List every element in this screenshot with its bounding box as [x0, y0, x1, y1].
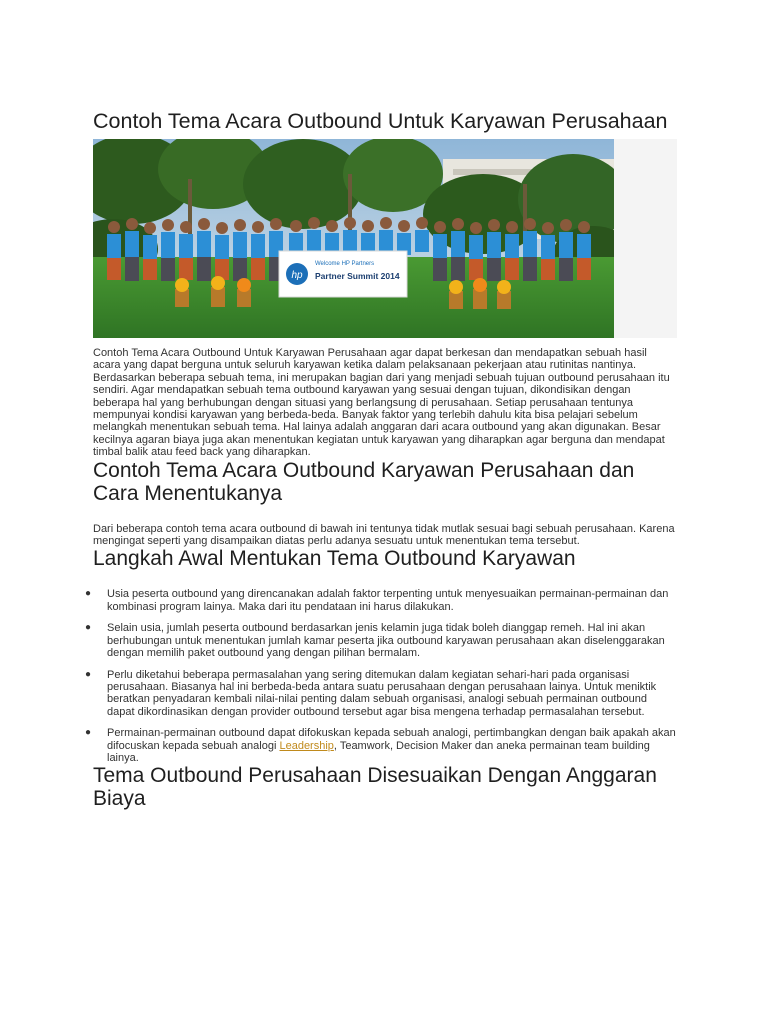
section1-paragraph: Dari beberapa contoh tema acara outbound di bawah ini tentunya tidak mutlak sesuai bagi sebuah perusahaan. Karena mengingat seperti yang disampaikan diatas perlu adanya sesuatu untuk menentukan tema tersebut. [93, 522, 675, 548]
intro-paragraph: Contoh Tema Acara Outbound Untuk Karyawan Perusahaan agar dapat berkesan dan mendapatkan sebuah hasil acara yang dapat berguna untuk seluruh karyawan ketika dalam pelaksanaan pekerjaan atau rutinitas nantinya. Berdasarkan beberapa sebuah tema, ini merupakan bagian dari yang menjadi sebuah tujuan outbound perusahaan itu sendiri. Agar mendapatkan sebuah tema outbound karyawan yang sesuai dengan tujuan, dikondisikan dengan beberapa hal yang berhubungan dengan situasi yang berlangsung di perusahaan. Setiap perusahaan tentunya mempunyai kondisi karyawan yang berbeda-beda. Banyak faktor yang terlebih dahulu kita bisa pelajari sebelum melangkah menentukan sebuah tema. Hal lainya adalah anggaran dari acara outbound yang akan digunakan. Besar kecilnya agaran biaya juga akan menentukan kegiatan untuk karyawan yang diharapkan agar berguna dan mendapat timbal balik atau feed back yang diharapkan. [93, 347, 670, 459]
list-item-text: Usia peserta outbound yang direncanakan adalah faktor terpenting untuk menyesuaikan permainan-permainan dan kombinasi program lainya. Maka dari itu pendataan ini harus dilakukan. [107, 588, 669, 613]
banner-line1: Welcome HP Partners [315, 261, 375, 267]
section-heading-cara-menentukan: Contoh Tema Acara Outbound Karyawan Perusahaan dan Cara Menentukanya [93, 458, 635, 505]
bullet-icon: ● [85, 668, 92, 680]
page-title: Contoh Tema Acara Outbound Untuk Karyawan Perusahaan [93, 109, 668, 133]
list-item-text: Selain usia, jumlah peserta outbound berdasarkan jenis kelamin juga tidak boleh dianggap remeh. Hal ini akan berhubungan untuk menentukan jumlah kamar peserta jika outbound karyawan perusahaan akan diselenggarakan dengan memilih paket outbound yang dengan pilihan bermalam. [107, 622, 665, 660]
group-photo-illustration [93, 139, 614, 338]
list-item-text-before: Permainan-permainan outbound dapat difokuskan kepada sebuah analogi, pertimbangkan dengan baik apakah akan difocuskan kepada sebuah analogi [107, 727, 676, 752]
bullet-icon: ● [85, 622, 92, 634]
list-item [85, 727, 677, 764]
list-item [85, 669, 677, 719]
section-heading-langkah-awal: Langkah Awal Mentukan Tema Outbound Karyawan [93, 547, 576, 571]
list-item [85, 588, 677, 613]
bullet-icon: ● [85, 588, 92, 600]
group-photo [93, 139, 677, 338]
leadership-link[interactable]: Leadership [279, 739, 334, 752]
list-item [85, 622, 677, 659]
section-heading-anggaran-biaya: Tema Outbound Perusahaan Disesuaikan Dengan Anggaran Biaya [93, 764, 657, 811]
steps-list [85, 588, 677, 764]
list-item-text-after: , Teamwork, Decision Maker dan aneka permainan team building lainya. [107, 739, 650, 764]
banner-logo: hp [291, 270, 303, 281]
list-item-text: Perlu diketahui beberapa permasalahan yang sering ditemukan dalam kegiatan sehari-hari pada organisasi perusahaan. Biasanya hal ini berbeda-beda antara suatu perusahaan dengan perusahaan lainya. Untuk meniktik beratkan penyadaran kembali nilai-nilai penting dalam sebuah organisasi, analogi sebuah permainan outbound dapat dikordinasikan dengan provider outbound tersebut agar bisa mengena terhadap permasalahan tersebut. [107, 668, 657, 718]
banner-line2: Partner Summit 2014 [315, 271, 400, 281]
article [85, 109, 677, 811]
bullet-icon: ● [85, 727, 92, 739]
